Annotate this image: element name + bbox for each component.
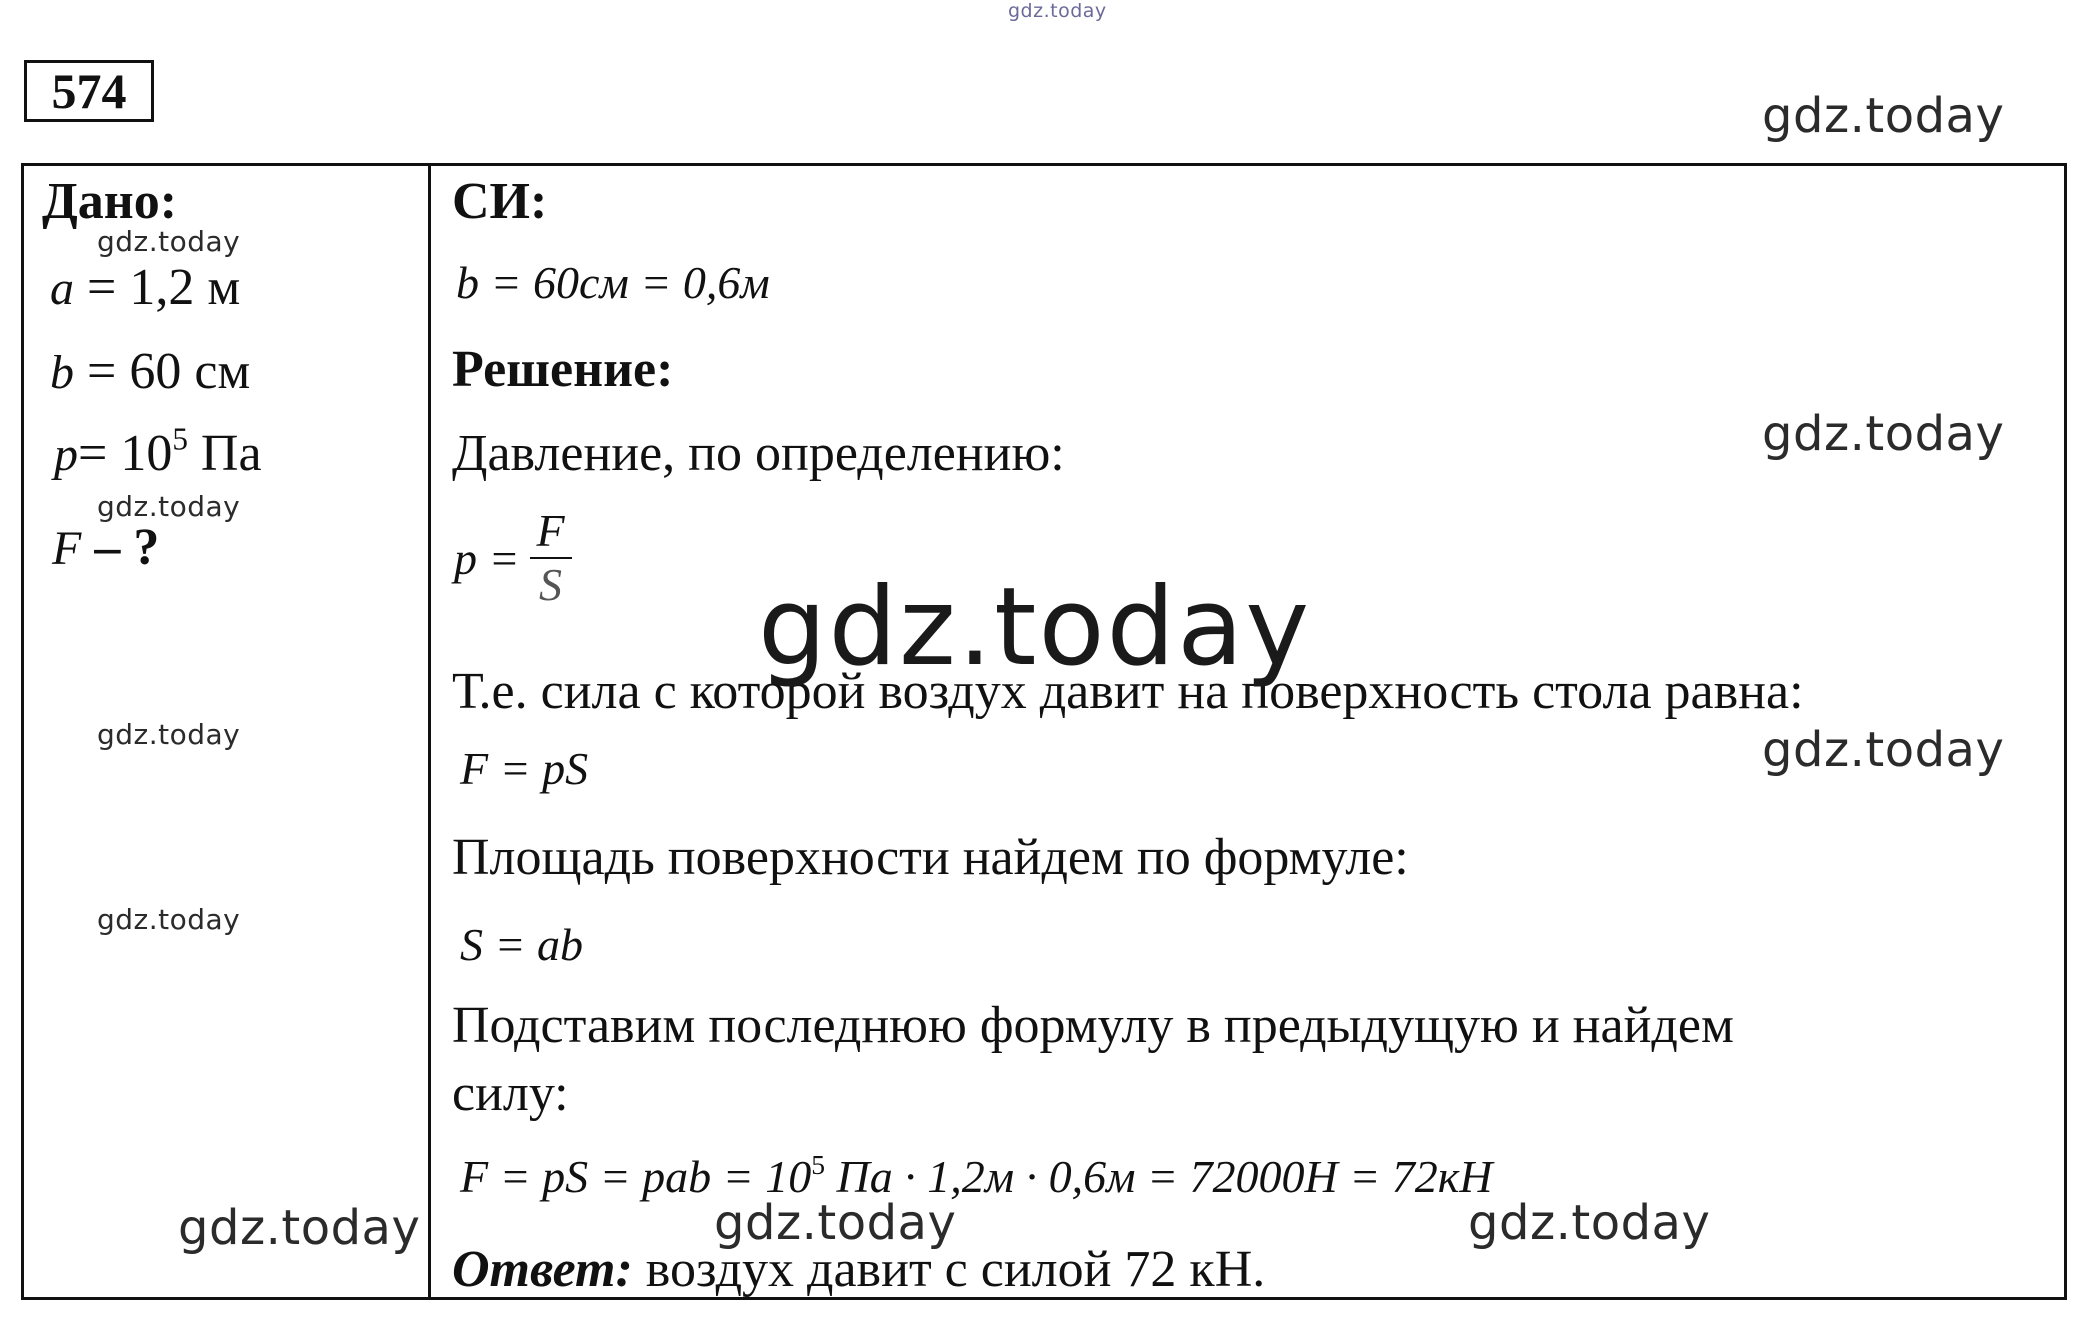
answer: Ответ: воздух давит с силой 72 кН. xyxy=(452,1241,1266,1298)
formula-area: S = ab xyxy=(460,919,584,970)
watermark: gdz.today xyxy=(97,903,241,936)
watermark: gdz.today xyxy=(1762,406,2005,462)
solution-table xyxy=(21,163,2067,1300)
watermark-top: gdz.today xyxy=(1008,0,1107,22)
given-b: b = 60 см xyxy=(50,343,251,400)
watermark: gdz.today xyxy=(178,1200,421,1256)
formula-pressure: p = $\frac{F}{S}$ xyxy=(454,505,572,611)
formula-final: F = pS = pab = $10^5$ Па · 1,2м · 0,6м = 72000Н = 72кН xyxy=(460,1149,1493,1202)
formula-force: F = pS xyxy=(460,743,589,794)
watermark: gdz.today xyxy=(1468,1195,1711,1251)
solution-line-1: Давление, по определению: xyxy=(452,425,1065,482)
si-heading: СИ: xyxy=(452,173,548,230)
watermark: gdz.today xyxy=(97,225,241,258)
solution-line-4a: Подставим последнюю формулу в предыдущую и найдем xyxy=(452,997,1734,1054)
watermark: gdz.today xyxy=(714,1195,957,1251)
given-a: a = 1,2 м xyxy=(50,259,241,316)
watermark: gdz.today xyxy=(1762,722,2005,778)
solution-heading: Решение: xyxy=(452,341,674,398)
solution-line-2: Т.е. сила с которой воздух давит на поверхность стола равна: xyxy=(452,663,1804,720)
watermark-large: gdz.today xyxy=(758,565,1312,690)
si-conversion: b = 60см = 0,6м xyxy=(456,257,770,308)
given-heading: Дано: xyxy=(42,173,178,230)
find-unknown: F – ? xyxy=(52,519,160,576)
problem-number: 574 xyxy=(24,60,154,122)
column-divider xyxy=(428,163,431,1300)
watermark: gdz.today xyxy=(97,718,241,751)
watermark: gdz.today xyxy=(97,490,241,523)
watermark: gdz.today xyxy=(1762,88,2005,144)
given-p: $p= 10^5$ Па xyxy=(54,421,262,482)
solution-line-3: Площадь поверхности найдем по формуле: xyxy=(452,829,1409,886)
solution-line-4b: силу: xyxy=(452,1065,569,1122)
